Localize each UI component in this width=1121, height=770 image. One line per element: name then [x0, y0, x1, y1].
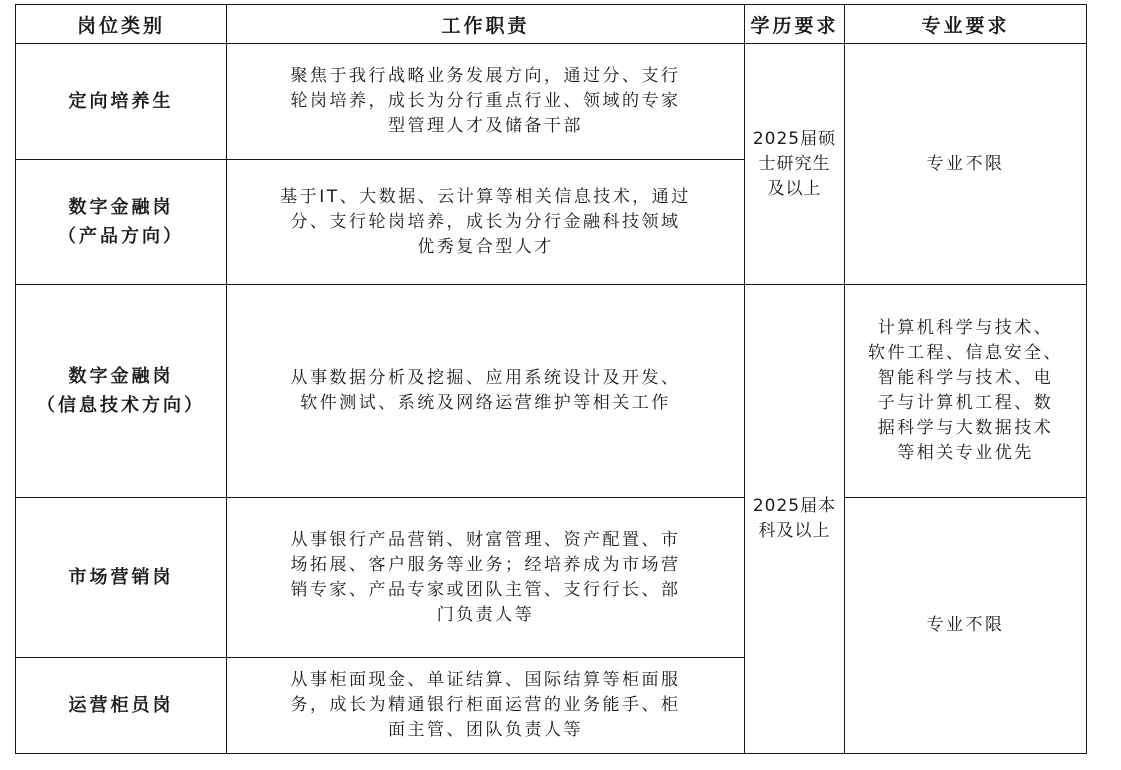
duty-cell — [227, 44, 745, 160]
duty-text: 分、支行轮岗培养，成长为分行金融科技领域 — [290, 211, 681, 232]
education-text: 科及以上 — [758, 521, 831, 541]
category-cell — [16, 498, 227, 658]
category-text: 数字金融岗 — [68, 197, 174, 218]
table-row — [16, 498, 1087, 658]
major-text: 子与计算机工程、数 — [877, 393, 1054, 413]
header-education: 学历要求 — [745, 5, 845, 44]
duty-cell — [227, 285, 745, 498]
major-text: 专业不限 — [926, 615, 1005, 635]
category-text: 市场营销岗 — [68, 567, 174, 588]
category-text: （信息技术方向） — [37, 395, 205, 416]
major-text: 智能科学与技术、电 — [877, 368, 1054, 388]
category-text: 定向培养生 — [68, 91, 174, 112]
duty-cell — [227, 160, 745, 285]
header-row — [16, 5, 1087, 44]
job-requirements-table — [15, 4, 1087, 754]
category-text: 运营柜员岗 — [68, 695, 174, 716]
education-text: 及以上 — [767, 178, 822, 199]
category-text: （产品方向） — [58, 226, 184, 247]
duty-text: 场拓展、客户服务等业务；经培养成为市场营 — [290, 554, 681, 575]
major-cell — [845, 498, 1087, 754]
education-text: 士研究生 — [758, 153, 831, 174]
education-text: 2025届本 — [752, 496, 837, 516]
header-major: 专业要求 — [845, 5, 1087, 44]
major-text: 专业不限 — [926, 153, 1005, 174]
major-text: 据科学与大数据技术 — [877, 418, 1054, 438]
duty-text: 从事银行产品营销、财富管理、资产配置、市 — [290, 529, 681, 550]
duty-text: 面主管、团队负责人等 — [388, 720, 583, 740]
category-cell — [16, 285, 227, 498]
table-row — [16, 44, 1087, 160]
category-cell — [16, 44, 227, 160]
major-cell — [845, 285, 1087, 498]
major-text: 计算机科学与技术、 — [877, 318, 1054, 338]
header-duty: 工作职责 — [227, 5, 745, 44]
duty-text: 优秀复合型人才 — [417, 236, 554, 257]
duty-text: 聚焦于我行战略业务发展方向，通过分、支行 — [290, 66, 681, 86]
duty-text: 从事数据分析及挖掘、应用系统设计及开发、 — [290, 368, 681, 388]
category-text: 数字金融岗 — [68, 366, 174, 387]
category-cell — [16, 658, 227, 754]
table-row — [16, 285, 1087, 498]
duty-cell — [227, 498, 745, 658]
duty-text: 基于IT、大数据、云计算等相关信息技术，通过 — [280, 186, 691, 207]
education-cell — [745, 44, 845, 285]
duty-text: 型管理人才及储备干部 — [388, 116, 583, 136]
duty-text: 软件测试、系统及网络运营维护等相关工作 — [300, 393, 671, 413]
duty-text: 务，成长为精通银行柜面运营的业务能手、柜 — [290, 695, 681, 715]
duty-text: 销专家、产品专家或团队主管、支行行长、部 — [290, 579, 681, 600]
category-cell — [16, 160, 227, 285]
header-category: 岗位类别 — [16, 5, 227, 44]
major-text: 软件工程、信息安全、 — [868, 343, 1063, 363]
duty-text: 轮岗培养，成长为分行重点行业、领域的专家 — [290, 91, 681, 111]
duty-text: 门负责人等 — [436, 604, 535, 625]
education-cell — [745, 285, 845, 754]
major-cell — [845, 44, 1087, 285]
duty-text: 从事柜面现金、单证结算、国际结算等柜面服 — [290, 670, 681, 690]
major-text: 等相关专业优先 — [897, 443, 1034, 463]
education-text: 2025届硕 — [752, 128, 837, 149]
duty-cell — [227, 658, 745, 754]
